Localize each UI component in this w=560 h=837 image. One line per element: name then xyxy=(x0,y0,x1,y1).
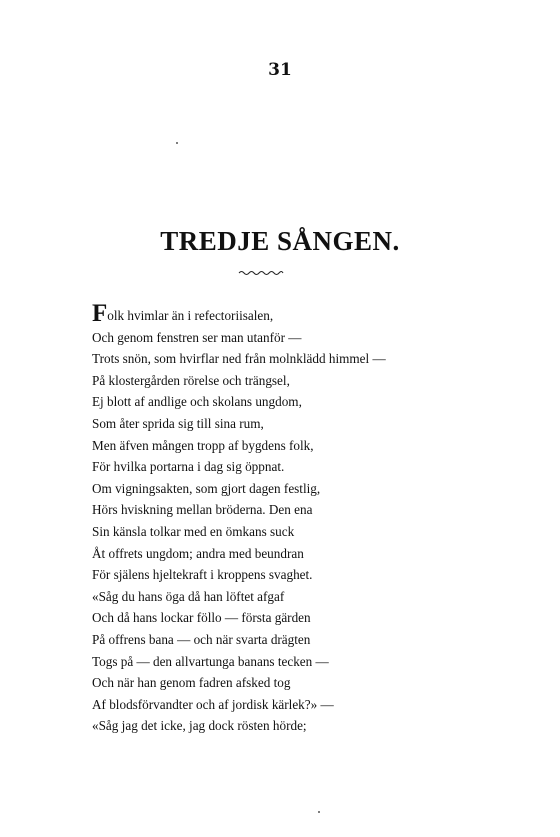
poem-line: Och då hans lockar föllo — första gärden xyxy=(92,610,311,626)
poem-line: olk hvimlar än i refectoriisalen, xyxy=(107,308,274,323)
print-speck xyxy=(176,142,178,144)
poem-line: Som åter sprida sig till sina rum, xyxy=(92,415,264,431)
poem-line: Af blodsförvandter och af jordisk kärlek?» — xyxy=(92,696,334,712)
poem-line: Åt offrets ungdom; andra med beundran xyxy=(92,545,304,561)
poem-line-first xyxy=(92,300,472,327)
poem-line: Om vigningsakten, som gjort dagen festlig, xyxy=(92,480,321,496)
page-number: 31 xyxy=(268,60,292,80)
poem-line: På offrens bana — och när svarta drägten xyxy=(92,631,311,647)
wavy-ornament-icon xyxy=(238,268,284,278)
poem-line: Sin känsla tolkar med en ömkans suck xyxy=(92,523,295,539)
poem-line: Togs på — den allvartunga banans tecken — xyxy=(92,653,329,669)
print-speck xyxy=(318,811,320,813)
poem-line: Trots snön, som hvirflar ned från molnklädd himmel — xyxy=(92,351,386,367)
drop-cap: F xyxy=(92,300,108,327)
poem-line: «Såg du hans öga då han löftet afgaf xyxy=(92,588,285,604)
poem-line: Och genom fenstren ser man utanför — xyxy=(92,329,302,345)
poem-line: Och när han genom fadren afsked tog xyxy=(92,675,291,691)
poem-text xyxy=(92,300,472,737)
poem-line: Ej blott af andlige och skolans ungdom, xyxy=(92,394,302,410)
poem-line: «Såg jag det icke, jag dock rösten hörde; xyxy=(92,718,307,734)
poem-line: Hörs hviskning mellan bröderna. Den ena xyxy=(92,502,313,518)
poem-line: På klostergården rörelse och trängsel, xyxy=(92,372,290,388)
poem-line: För själens hjeltekraft i kroppens svaghet. xyxy=(92,567,313,583)
poem-line: Men äfven mången tropp af bygdens folk, xyxy=(92,437,314,453)
poem-line: För hvilka portarna i dag sig öppnat. xyxy=(92,459,285,475)
chapter-title: TREDJE SÅNGEN. xyxy=(160,226,400,256)
